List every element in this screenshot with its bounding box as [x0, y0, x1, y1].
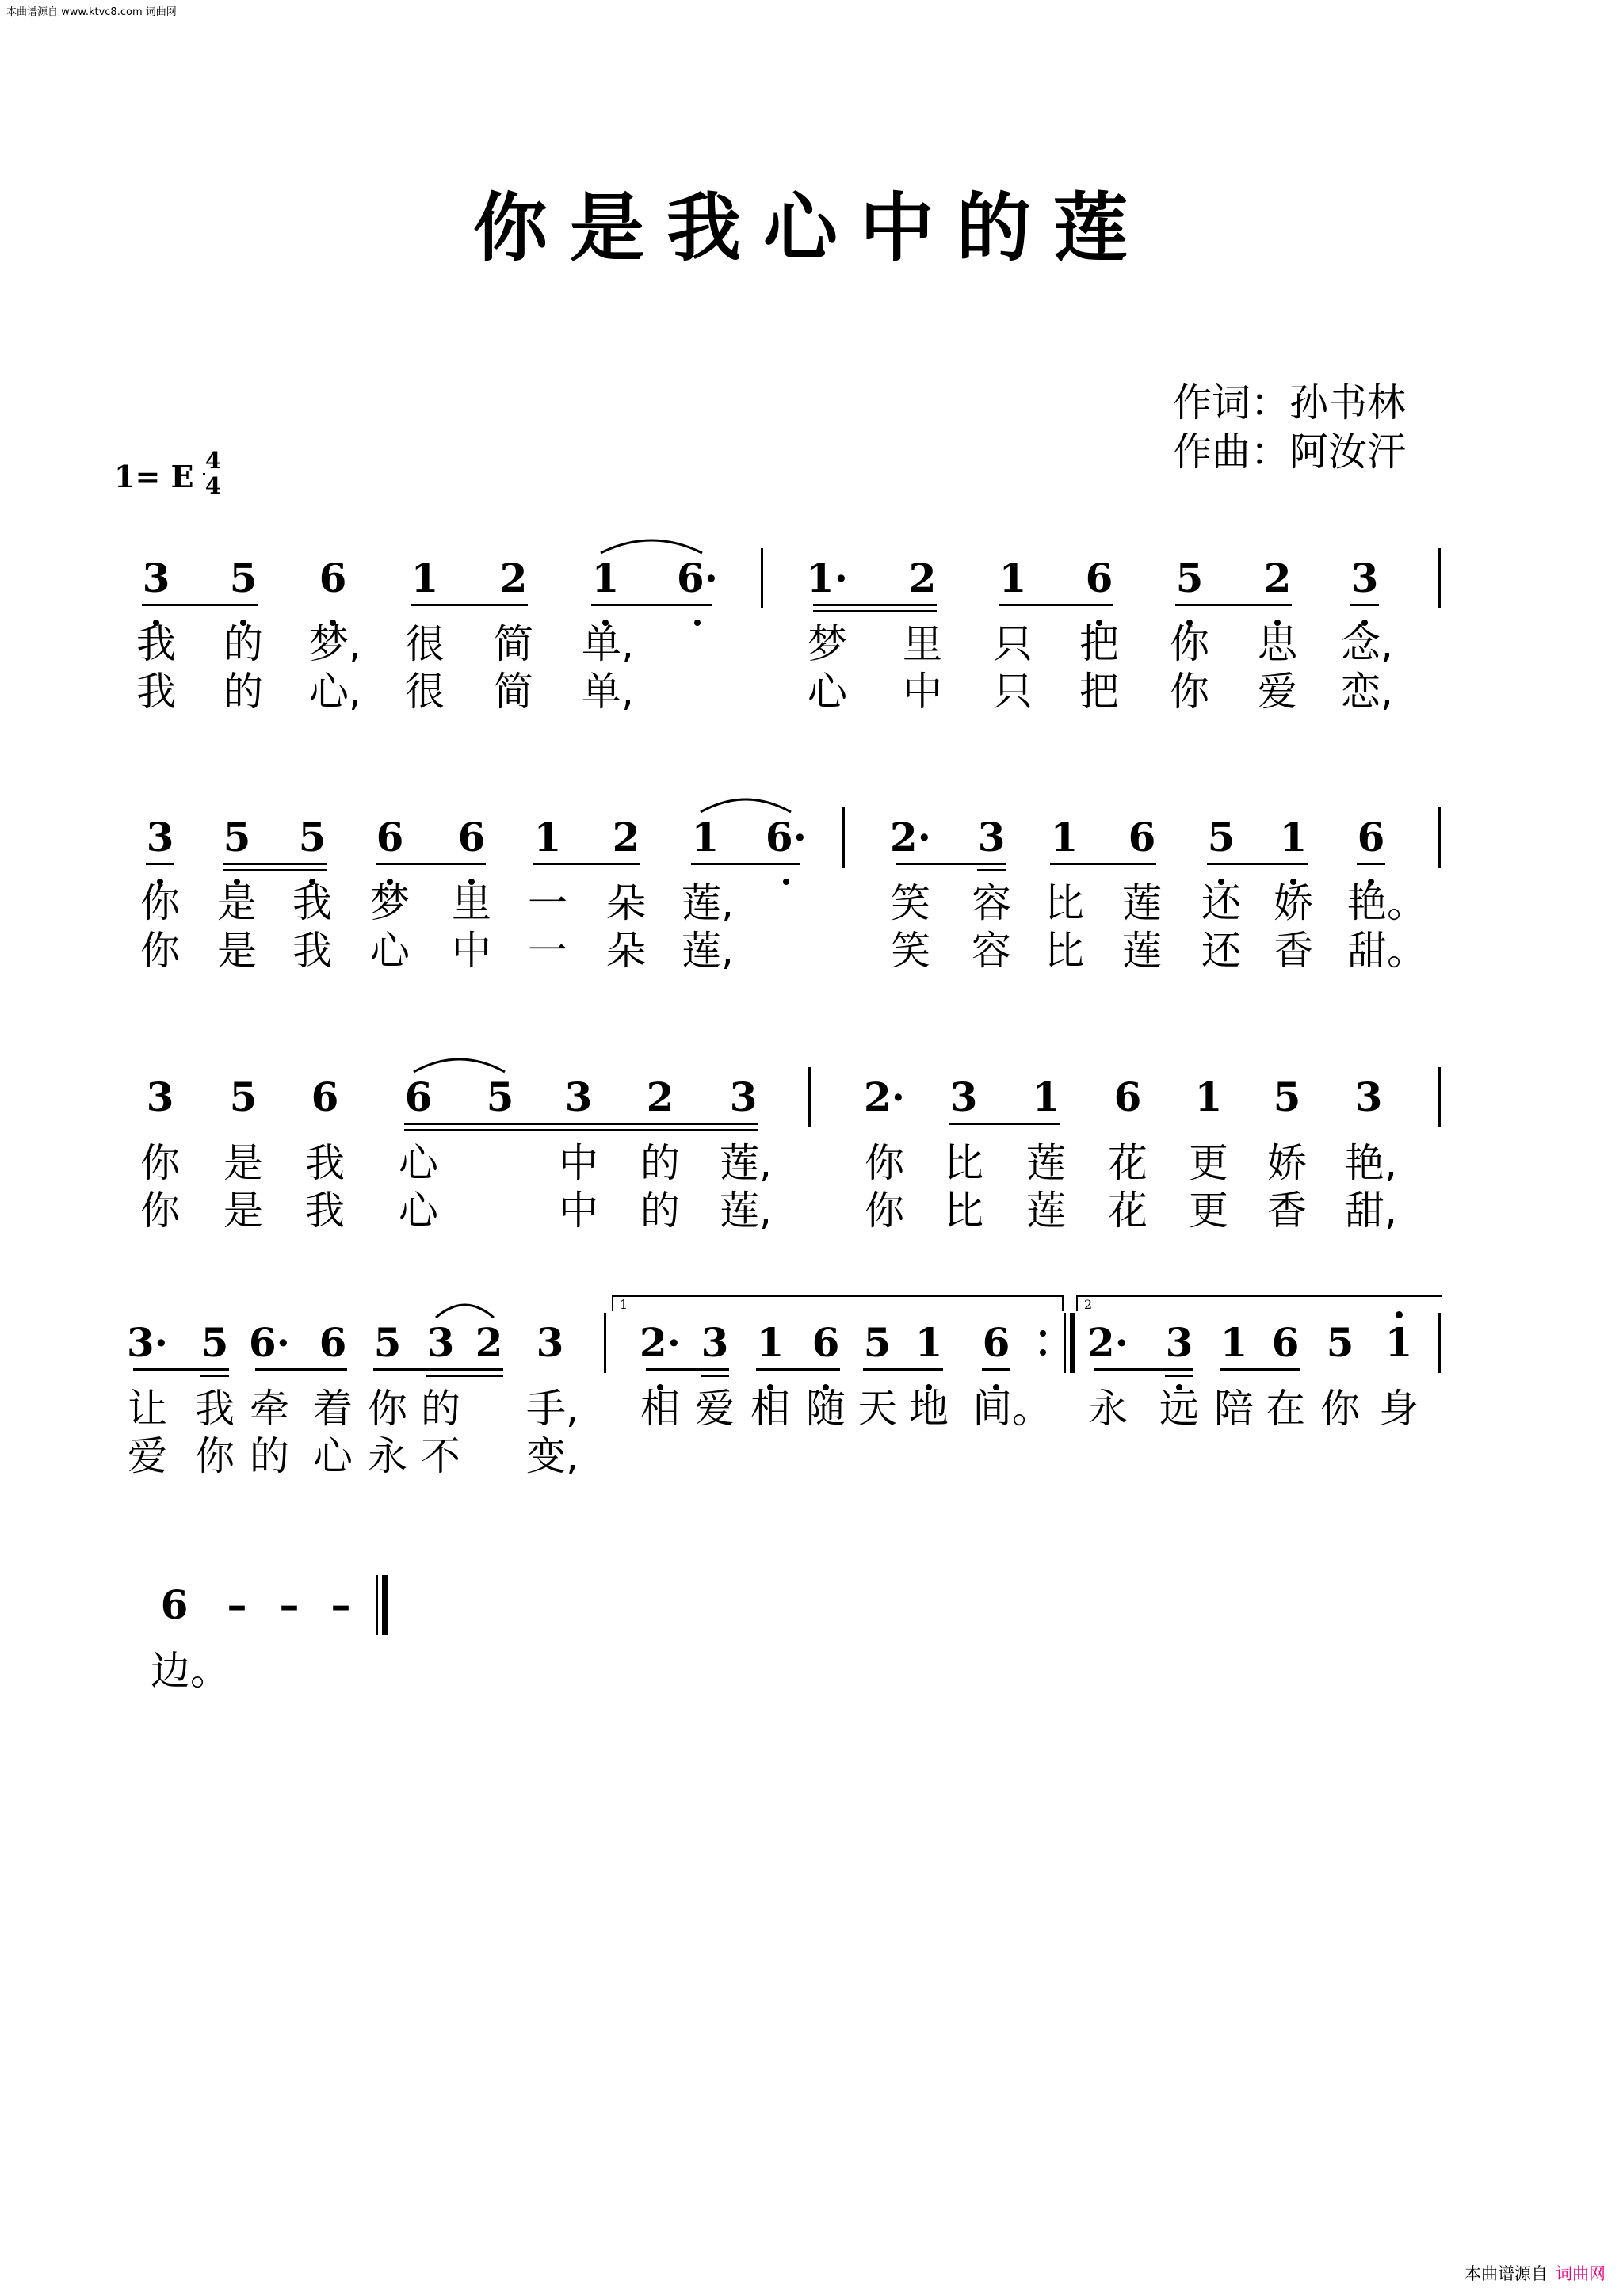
lyric-char: 简: [494, 621, 533, 667]
note: 1: [533, 814, 562, 860]
score-row-3: [0, 1074, 1623, 1256]
lyric-char: 中: [903, 669, 942, 715]
beam-eighth: [1050, 863, 1156, 865]
note: 6: [311, 1074, 339, 1120]
lyric-char: 你: [1170, 621, 1209, 667]
lyric-char: 是: [217, 928, 257, 974]
beam-eighth: [896, 863, 1006, 865]
lyric-char: 莲,: [720, 1140, 772, 1186]
lyric-char: 梦: [808, 621, 847, 667]
lyric-char: 莲: [1026, 1188, 1066, 1234]
note: 6: [404, 1074, 433, 1120]
lyric-char: 我: [292, 928, 332, 974]
note: 1: [915, 1319, 943, 1366]
note: 6: [1085, 555, 1113, 601]
lyric-char: 莲: [1122, 880, 1162, 926]
lyric-char: 着: [313, 1386, 353, 1432]
lyric-char: 你: [195, 1433, 235, 1479]
note: 5: [1273, 1074, 1301, 1120]
beam-eighth: [863, 1368, 943, 1371]
note: 1: [1194, 1074, 1223, 1120]
note: 5: [200, 1319, 229, 1366]
lyric-char: 爱: [1258, 669, 1297, 715]
note: 5: [1207, 814, 1235, 860]
beam-eighth: [591, 604, 712, 606]
note: 5: [373, 1319, 402, 1366]
lyric-char: 你: [865, 1188, 904, 1234]
note: 2: [1263, 555, 1292, 601]
note: 5: [863, 1319, 892, 1366]
beam-eighth: [1094, 1368, 1193, 1371]
lyric-char: 我: [136, 621, 176, 667]
lyric-char: 容: [972, 928, 1011, 974]
note: 3·: [126, 1319, 169, 1366]
note: 6: [376, 814, 404, 860]
lyric-char: 爱: [695, 1386, 735, 1432]
lyric-char: 相: [750, 1386, 790, 1432]
watermark-bottom: [1465, 2261, 1606, 2285]
note: 2: [612, 814, 640, 860]
lyric-char: 甜。: [1347, 928, 1426, 974]
volta-1-label: 1: [620, 1297, 628, 1312]
beam-eighth: [949, 1123, 1060, 1125]
lyric-char: 更: [1189, 1188, 1228, 1234]
low-octave-dot: [694, 620, 701, 626]
composer: 作曲：阿汝汗: [1173, 429, 1407, 475]
repeat-dot: [1040, 1349, 1046, 1356]
tie-arc: [411, 1051, 508, 1075]
note: 1·: [806, 555, 849, 601]
score-row-5: [0, 1581, 1623, 1764]
beam-eighth: [255, 1368, 347, 1371]
lyric-char: 在: [1266, 1386, 1305, 1432]
beam-eighth: [223, 863, 327, 865]
lyric-char: 简: [494, 669, 533, 715]
repeat-dot: [1040, 1330, 1046, 1337]
lyric-char: 你: [140, 1140, 180, 1186]
key-label: 1= E: [114, 459, 194, 494]
note: 2: [475, 1319, 503, 1366]
lyric-char: 花: [1108, 1188, 1148, 1234]
note: 3: [1354, 1074, 1383, 1120]
lyric-char: 你: [1170, 669, 1209, 715]
repeat-bar-thick: [1070, 1313, 1075, 1373]
lyric-char: 里: [903, 621, 942, 667]
note: 2: [908, 555, 937, 601]
beam-sixteenth: [813, 610, 937, 612]
lyric-char: 我: [292, 880, 332, 926]
barline: [1438, 548, 1441, 608]
tie-arc: [598, 532, 705, 556]
beam-eighth: [756, 1368, 840, 1371]
lyric-char: 一: [528, 880, 567, 926]
note: 6: [1113, 1074, 1142, 1120]
lyric-char: 梦,: [309, 621, 361, 667]
lyric-char: 比: [1044, 928, 1084, 974]
lyric-char: 心,: [309, 669, 361, 715]
lyric-char: 还: [1201, 928, 1241, 974]
lyric-char: 容: [972, 880, 1011, 926]
note: –: [279, 1581, 300, 1628]
lyric-char: 念,: [1341, 621, 1393, 667]
beam-eighth: [1220, 1368, 1300, 1371]
note: 3: [426, 1319, 455, 1366]
lyric-char: 单,: [582, 621, 634, 667]
beam-eighth: [411, 604, 528, 606]
lyric-char: 我: [305, 1188, 345, 1234]
note: –: [330, 1581, 351, 1628]
note: 6: [319, 555, 347, 601]
lyric-char: 你: [140, 880, 180, 926]
lyric-char: 艳。: [1347, 880, 1426, 926]
lyric-char: 你: [1320, 1386, 1360, 1432]
lyric-char: 中: [559, 1188, 598, 1234]
note: 6: [1271, 1319, 1300, 1366]
lyric-char: 的: [223, 621, 263, 667]
final-bar-thin: [376, 1575, 378, 1635]
volta-1: [612, 1295, 1064, 1311]
note: 2·: [639, 1319, 682, 1366]
tie-arc: [433, 1297, 497, 1321]
lyric-char: 艳,: [1345, 1140, 1397, 1186]
lyric-char: 莲: [1122, 928, 1162, 974]
lyric-char: 永: [368, 1433, 407, 1479]
lyric-char: 心: [370, 928, 410, 974]
lyric-char: 中: [559, 1140, 598, 1186]
lyric-char: 你: [368, 1386, 407, 1432]
beam-eighth: [1207, 863, 1308, 865]
lyric-char: 香: [1267, 1188, 1307, 1234]
lyric-char: 比: [944, 1140, 983, 1186]
lyric-char: 恋,: [1341, 669, 1393, 715]
note: 1: [1050, 814, 1079, 860]
lyric-char: 间。: [972, 1386, 1052, 1432]
beam-sixteenth: [223, 869, 327, 871]
lyric-char: 相: [640, 1386, 680, 1432]
note: 5: [486, 1074, 514, 1120]
volta-2-label: 2: [1084, 1297, 1093, 1312]
note: 1: [756, 1319, 785, 1366]
beam-eighth: [1357, 863, 1385, 865]
barline: [1064, 1313, 1066, 1373]
watermark-top: 本曲谱源自 www.ktvc8.com 词曲网: [6, 6, 177, 18]
tie-arc: [697, 791, 794, 815]
note: 1: [1220, 1319, 1248, 1366]
lyric-char: 永: [1088, 1386, 1128, 1432]
lyric-char: 娇: [1267, 1140, 1307, 1186]
lyric-char: 随: [806, 1386, 846, 1432]
lyric-char: 你: [140, 1188, 180, 1234]
note: 5: [229, 1074, 258, 1120]
note: 3: [146, 814, 174, 860]
beam-sixteenth: [200, 1375, 229, 1377]
note: 5: [229, 555, 258, 601]
barline: [1438, 1067, 1441, 1127]
note: 1: [591, 555, 620, 601]
note: 1: [1384, 1319, 1413, 1366]
lyric-char: 我: [305, 1140, 345, 1186]
lyric-char: 思: [1258, 621, 1297, 667]
lyric-char: 远: [1159, 1386, 1199, 1432]
beam-eighth: [982, 1368, 1010, 1371]
lyric-char: 的: [640, 1140, 680, 1186]
lyric-char: 莲,: [682, 880, 734, 926]
lyric-char: 把: [1079, 621, 1119, 667]
volta-1-end: [1062, 1297, 1064, 1311]
note: 5: [1326, 1319, 1354, 1366]
lyric-char: 心: [399, 1188, 438, 1234]
song-title: 你是我心中的莲: [472, 185, 1150, 272]
lyric-char: 的: [250, 1433, 289, 1479]
lyric-char: 中: [452, 928, 491, 974]
time-unit: 4: [204, 472, 222, 499]
note: 5: [1175, 555, 1204, 601]
lyric-char: 牵: [250, 1386, 289, 1432]
barline: [1438, 1313, 1441, 1373]
note: 3: [564, 1074, 593, 1120]
beam-eighth: [1175, 604, 1292, 606]
note: 5: [298, 814, 327, 860]
note: 6: [1128, 814, 1156, 860]
lyric-char: 让: [128, 1386, 167, 1432]
lyric-char: 笑: [891, 928, 930, 974]
note: 6: [982, 1319, 1010, 1366]
note: 3: [142, 555, 170, 601]
lyric-char: 甜,: [1345, 1188, 1397, 1234]
barline: [761, 548, 763, 608]
lyric-char: 变,: [526, 1433, 579, 1479]
score-row-2: [0, 814, 1623, 996]
beam-eighth: [813, 604, 937, 606]
lyric-char: 身: [1379, 1386, 1419, 1432]
lyric-char: 我: [195, 1386, 235, 1432]
lyric-char: 边。: [151, 1648, 230, 1694]
lyric-char: 花: [1108, 1140, 1148, 1186]
lyric-char: 是: [223, 1140, 263, 1186]
note: 1: [1032, 1074, 1060, 1120]
lyric-char: 梦: [370, 880, 410, 926]
lyric-char: 娇: [1274, 880, 1313, 926]
note: 2: [646, 1074, 674, 1120]
note: 6: [160, 1581, 189, 1628]
lyric-char: 只: [993, 621, 1033, 667]
note: 6: [319, 1319, 347, 1366]
time-signature: [203, 448, 223, 498]
note: –: [227, 1581, 247, 1628]
note: 1: [999, 555, 1027, 601]
beam-eighth: [146, 863, 174, 865]
lyric-char: 莲,: [720, 1188, 772, 1234]
note: 3: [977, 814, 1006, 860]
barline: [1438, 807, 1441, 868]
low-octave-dot: [783, 879, 789, 885]
lyric-char: 手,: [526, 1386, 579, 1432]
note: 3: [536, 1319, 564, 1366]
note: 3: [949, 1074, 978, 1120]
note: 1: [411, 555, 439, 601]
watermark-site: 词曲网: [1556, 2264, 1606, 2283]
score-row-1: [0, 555, 1623, 737]
lyric-char: 爱: [128, 1433, 167, 1479]
note: 3: [1165, 1319, 1193, 1366]
lyric-char: 朵: [606, 928, 646, 974]
lyric-char: 朵: [606, 880, 646, 926]
beam-sixteenth: [426, 1375, 503, 1377]
beam-eighth: [404, 1123, 758, 1125]
beam-eighth: [1350, 604, 1379, 606]
note: 3: [701, 1319, 729, 1366]
beam-eighth: [533, 863, 640, 865]
lyric-char: 莲: [1026, 1140, 1066, 1186]
barline: [808, 1067, 811, 1127]
lyric-char: 是: [223, 1188, 263, 1234]
lyric-char: 你: [140, 928, 180, 974]
high-octave-dot: [1396, 1311, 1403, 1318]
note: 6·: [248, 1319, 291, 1366]
lyric-char: 一: [528, 928, 567, 974]
note: 1: [1279, 814, 1308, 860]
lyric-char: 心: [808, 669, 847, 715]
lyric-char: 很: [405, 621, 445, 667]
note: 6·: [765, 814, 808, 860]
lyric-char: 只: [993, 669, 1033, 715]
beam-sixteenth: [1165, 1375, 1193, 1377]
beam-eighth: [133, 1368, 229, 1371]
lyric-char: 单,: [582, 669, 634, 715]
beam-sixteenth: [977, 869, 1006, 871]
lyric-char: 还: [1201, 880, 1241, 926]
lyric-char: 比: [944, 1188, 983, 1234]
barline: [604, 1313, 606, 1373]
volta-2: [1076, 1295, 1442, 1311]
note: 5: [223, 814, 251, 860]
final-bar-thick: [382, 1575, 388, 1635]
lyric-char: 笑: [891, 880, 930, 926]
beam-eighth: [376, 863, 486, 865]
beam-eighth: [373, 1368, 503, 1371]
lyric-char: 天: [857, 1386, 897, 1432]
beam-eighth: [999, 604, 1113, 606]
barline: [842, 807, 845, 868]
lyric-char: 很: [405, 669, 445, 715]
lyric-char: 心: [399, 1140, 438, 1186]
note: 6·: [676, 555, 719, 601]
time-bar: [203, 473, 205, 475]
note: 3: [146, 1074, 174, 1120]
lyric-char: 是: [217, 880, 257, 926]
note: 2·: [1086, 1319, 1129, 1366]
beam-sixteenth: [701, 1375, 729, 1377]
lyric-char: 更: [1189, 1140, 1228, 1186]
beam-sixteenth: [404, 1129, 758, 1131]
lyric-char: 心: [313, 1433, 353, 1479]
lyric-char: 比: [1044, 880, 1084, 926]
time-beats: 4: [204, 447, 222, 474]
credits: [1173, 379, 1406, 477]
lyric-char: 莲,: [682, 928, 734, 974]
lyric-char: 的: [421, 1386, 460, 1432]
lyric-char: 我: [136, 669, 176, 715]
beam-eighth: [646, 1368, 729, 1371]
lyric-char: 把: [1079, 669, 1119, 715]
note: 2: [499, 555, 528, 601]
lyric-char: 的: [223, 669, 263, 715]
watermark-source: 本曲谱源自: [1465, 2264, 1548, 2283]
beam-eighth: [142, 604, 258, 606]
note: 3: [1350, 555, 1379, 601]
note: 3: [729, 1074, 758, 1120]
lyric-char: 的: [640, 1188, 680, 1234]
lyric-char: 里: [452, 880, 491, 926]
lyric-char: 陪: [1214, 1386, 1254, 1432]
note: 1: [691, 814, 720, 860]
note: 6: [812, 1319, 840, 1366]
note: 6: [457, 814, 486, 860]
note: 2·: [863, 1074, 906, 1120]
score-row-4: [0, 1297, 1623, 1501]
lyric-char: 你: [865, 1140, 904, 1186]
lyric-char: 香: [1274, 928, 1313, 974]
lyric-char: 地: [909, 1386, 949, 1432]
note: 6: [1357, 814, 1385, 860]
note: 2·: [889, 814, 932, 860]
lyric-char: 不: [421, 1433, 460, 1479]
lyricist: 作词：孙书林: [1173, 380, 1407, 425]
beam-eighth: [691, 863, 800, 865]
